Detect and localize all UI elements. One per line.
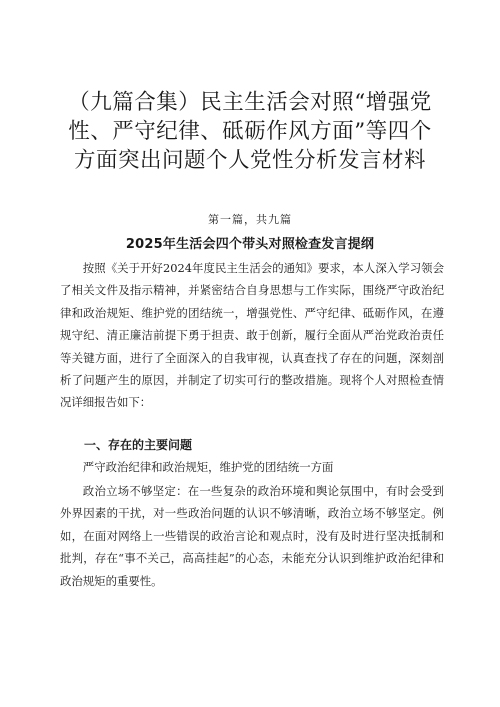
problem-paragraph: 政治立场不够坚定：在一些复杂的政治环境和舆论氛围中，有时会受到外界因素的干扰，对一些政治问题的认识不够清晰，政治立场不够坚定。例如，在面对网络上一些错误的政治言论和观点时，没有及时进行坚决抵制和批判，存在“事不关己，高高挂起”的心态，未能充分认识到维护政治纪律和政治规矩的重要性。 <box>60 484 444 588</box>
document-main-title: （九篇合集）民主生活会对照“增强党性、严守纪律、砥砺作风方面”等四个方面突出问题个人党性分析发言材料 <box>68 90 432 173</box>
intro-paragraph: 按照《关于开好2024年度民主生活会的通知》要求，本人深入学习领会了相关文件及指示精神，并紧密结合自身思想与工作实际，围绕严守政治纪律和政治规矩、维护党的团结统一，增强党性、严守纪律、砥砺作风，在遵规守纪、清正廉洁前提下勇于担责、敢于创新，履行全面从严治党政治责任等关键方面，进行了全面深入的自我审视，认真查找了存在的问题，深刻剖析了问题产生的原因，并制定了切实可行的整改措施。现将个人对照检查情况详细报告如下： <box>60 261 444 410</box>
document-subheading: 第一篇，共九篇 <box>208 213 292 226</box>
section-heading: 一、存在的主要问题 <box>84 438 193 452</box>
subsection-paragraph: 严守政治纪律和政治规矩，维护党的团结统一方面 <box>82 460 334 474</box>
document-section-title: 2025年生活会四个带头对照检查发言提纲 <box>125 237 375 252</box>
